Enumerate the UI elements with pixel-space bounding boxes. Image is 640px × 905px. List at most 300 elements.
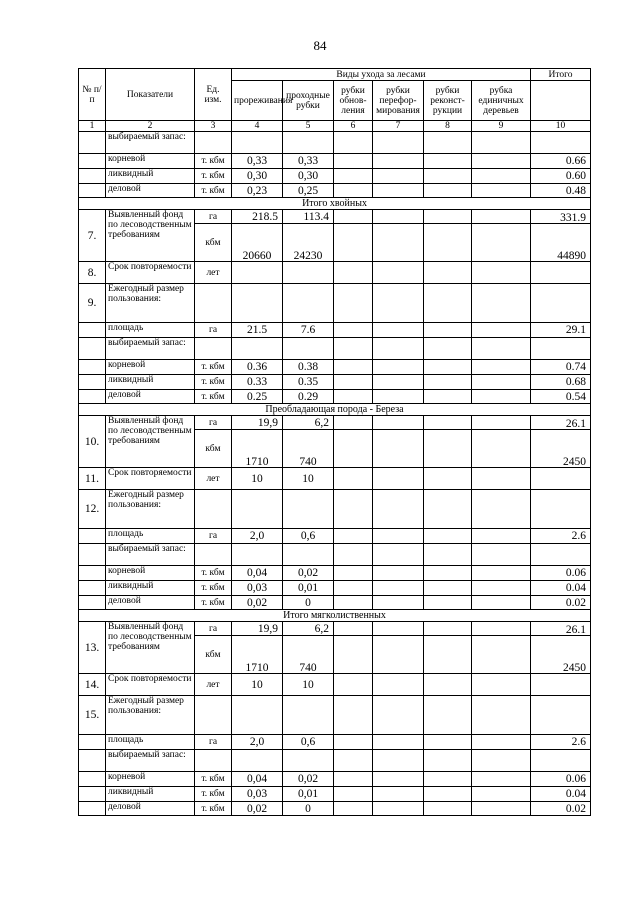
- row-label: корневой: [106, 566, 195, 581]
- total-cell: 0.60: [531, 169, 591, 184]
- empty-cell-col-9: [472, 360, 531, 375]
- value-col-5: [283, 750, 334, 772]
- empty-cell-col-9: [472, 772, 531, 787]
- empty-cell-col-7: [373, 772, 424, 787]
- col-header-8: рубки реконст-рукции: [424, 81, 472, 121]
- empty-cell-col-8: [424, 154, 472, 169]
- empty-cell-col-8: [424, 416, 472, 430]
- total-cell: 2.6: [531, 735, 591, 750]
- empty-cell-col-8: [424, 622, 472, 636]
- empty-cell-col-8: [424, 735, 472, 750]
- col-unit-header: Ед. изм.: [195, 69, 232, 121]
- empty-cell-col-7: [373, 132, 424, 154]
- empty-cell-col-7: [373, 284, 424, 323]
- total-cell: [531, 468, 591, 490]
- empty-cell-col-6: [334, 674, 373, 696]
- unit-cell: га: [195, 323, 232, 338]
- empty-cell-col-9: [472, 674, 531, 696]
- empty-cell-col-6: [334, 184, 373, 198]
- empty-cell-col-8: [424, 787, 472, 802]
- value-col-5: 113.4: [283, 210, 334, 224]
- row-label: выбираемый запас:: [106, 544, 195, 566]
- total-cell: 0.04: [531, 581, 591, 596]
- unit-cell: [195, 544, 232, 566]
- row-label: выбираемый запас:: [106, 132, 195, 154]
- unit-cell: [195, 284, 232, 323]
- total-cell: 0.74: [531, 360, 591, 375]
- table-row: [79, 787, 591, 802]
- unit-cell: т. кбм: [195, 787, 232, 802]
- empty-cell-col-8: [424, 544, 472, 566]
- row-number: [79, 323, 106, 338]
- total-cell: [531, 674, 591, 696]
- col-header-5: проходные рубки: [283, 81, 334, 121]
- section-title: Преобладающая порода - Береза: [79, 404, 591, 416]
- section-row: [79, 198, 591, 210]
- empty-cell-col-7: [373, 544, 424, 566]
- row-number: 12.: [79, 490, 106, 529]
- empty-cell-col-7: [373, 696, 424, 735]
- total-cell: [531, 132, 591, 154]
- value-col-4: [232, 262, 283, 284]
- empty-cell-col-6: [334, 735, 373, 750]
- row-label: деловой: [106, 390, 195, 404]
- empty-cell-col-8: [424, 184, 472, 198]
- total-cell: 2.6: [531, 529, 591, 544]
- section-title: Итого мягколиственных: [79, 610, 591, 622]
- empty-cell-col-6: [334, 338, 373, 360]
- empty-cell-col-7: [373, 375, 424, 390]
- unit-cell: [195, 338, 232, 360]
- unit-cell: т. кбм: [195, 802, 232, 816]
- value-col-5: 6,2: [283, 622, 334, 636]
- unit-cell: кбм: [195, 636, 232, 674]
- empty-cell-col-8: [424, 750, 472, 772]
- value-col-5: 0.38: [283, 360, 334, 375]
- total-cell: 0.54: [531, 390, 591, 404]
- table-row: [79, 772, 591, 787]
- total-cell: 0.48: [531, 184, 591, 198]
- row-label: выбираемый запас:: [106, 750, 195, 772]
- col-total-header: Итого: [531, 69, 591, 81]
- row-label: Ежегодный размер пользования:: [106, 284, 195, 323]
- total-cell: 0.66: [531, 154, 591, 169]
- col-number: 2: [106, 121, 195, 132]
- empty-cell-col-8: [424, 338, 472, 360]
- row-label: Срок повторяемости: [106, 674, 195, 696]
- col-indicators-header: Показатели: [106, 69, 195, 121]
- row-number: 9.: [79, 284, 106, 323]
- empty-cell-col-8: [424, 772, 472, 787]
- empty-cell-col-7: [373, 750, 424, 772]
- row-number: [79, 787, 106, 802]
- row-number: [79, 390, 106, 404]
- row-number: 11.: [79, 468, 106, 490]
- empty-cell-col-9: [472, 323, 531, 338]
- empty-cell-col-9: [472, 338, 531, 360]
- row-number: [79, 169, 106, 184]
- unit-cell: [195, 750, 232, 772]
- row-label: корневой: [106, 360, 195, 375]
- unit-cell: лет: [195, 262, 232, 284]
- empty-cell-col-8: [424, 529, 472, 544]
- empty-cell-col-8: [424, 430, 472, 468]
- unit-cell: т. кбм: [195, 772, 232, 787]
- empty-cell-col-6: [334, 566, 373, 581]
- table-row: [79, 375, 591, 390]
- total-cell: 331.9: [531, 210, 591, 224]
- value-col-5: 0,6: [283, 735, 334, 750]
- empty-cell-col-9: [472, 802, 531, 816]
- col-header-6: рубки обнов-ления: [334, 81, 373, 121]
- total-cell: 0.68: [531, 375, 591, 390]
- empty-cell-col-9: [472, 622, 531, 636]
- table-body: [79, 132, 591, 816]
- empty-cell-col-7: [373, 468, 424, 490]
- row-label: Срок повторяемости: [106, 262, 195, 284]
- row-label: Выявленный фонд по лесоводственным требованиям: [106, 210, 195, 262]
- unit-cell: [195, 132, 232, 154]
- value-col-4: 1710: [232, 636, 283, 674]
- table-row: [79, 566, 591, 581]
- empty-cell-col-7: [373, 360, 424, 375]
- empty-cell-col-7: [373, 787, 424, 802]
- value-col-4: [232, 696, 283, 735]
- row-number: [79, 802, 106, 816]
- empty-cell-col-9: [472, 596, 531, 610]
- value-col-4: 2,0: [232, 529, 283, 544]
- unit-cell: кбм: [195, 430, 232, 468]
- row-number: 14.: [79, 674, 106, 696]
- empty-cell-col-9: [472, 390, 531, 404]
- total-cell: 29.1: [531, 323, 591, 338]
- empty-cell-col-9: [472, 750, 531, 772]
- unit-cell: т. кбм: [195, 390, 232, 404]
- table-row: [79, 390, 591, 404]
- empty-cell-col-8: [424, 169, 472, 184]
- value-col-4: [232, 490, 283, 529]
- total-cell: [531, 544, 591, 566]
- value-col-4: 218.5: [232, 210, 283, 224]
- empty-cell-col-9: [472, 154, 531, 169]
- value-col-5: [283, 338, 334, 360]
- empty-cell-col-6: [334, 375, 373, 390]
- forest-care-table: [78, 68, 591, 816]
- unit-cell: лет: [195, 674, 232, 696]
- value-col-4: [232, 132, 283, 154]
- unit-cell: т. кбм: [195, 581, 232, 596]
- col-number: 9: [472, 121, 531, 132]
- value-col-4: 0.33: [232, 375, 283, 390]
- empty-cell-col-8: [424, 566, 472, 581]
- total-cell: 0.02: [531, 802, 591, 816]
- table-row: [79, 674, 591, 696]
- col-header-10-blank: [531, 81, 591, 121]
- row-label: ликвидный: [106, 581, 195, 596]
- table-row: [79, 338, 591, 360]
- row-number: [79, 132, 106, 154]
- col-group-header: Виды ухода за лесами: [232, 69, 531, 81]
- value-col-5: [283, 262, 334, 284]
- section-row: [79, 610, 591, 622]
- empty-cell-col-9: [472, 735, 531, 750]
- empty-cell-col-6: [334, 132, 373, 154]
- total-cell: [531, 696, 591, 735]
- page-number: 84: [313, 38, 327, 53]
- empty-cell-col-8: [424, 262, 472, 284]
- empty-cell-col-9: [472, 375, 531, 390]
- row-number: 7.: [79, 210, 106, 262]
- table-header: [79, 69, 591, 132]
- table-row: [79, 735, 591, 750]
- empty-cell-col-9: [472, 224, 531, 262]
- row-number: [79, 581, 106, 596]
- row-number: 15.: [79, 696, 106, 735]
- unit-cell: т. кбм: [195, 154, 232, 169]
- col-header-4: прореживания: [232, 81, 283, 121]
- unit-cell: [195, 696, 232, 735]
- value-col-5: 0,6: [283, 529, 334, 544]
- unit-cell: га: [195, 210, 232, 224]
- table-row: [79, 184, 591, 198]
- col-number: 10: [531, 121, 591, 132]
- row-label: площадь: [106, 323, 195, 338]
- total-cell: 26.1: [531, 416, 591, 430]
- total-cell: 0.06: [531, 566, 591, 581]
- empty-cell-col-6: [334, 636, 373, 674]
- value-col-5: [283, 696, 334, 735]
- table-row: [79, 490, 591, 529]
- empty-cell-col-7: [373, 529, 424, 544]
- table-row: [79, 596, 591, 610]
- table-row: [79, 210, 591, 224]
- empty-cell-col-6: [334, 390, 373, 404]
- empty-cell-col-7: [373, 430, 424, 468]
- value-col-5: 24230: [283, 224, 334, 262]
- empty-cell-col-9: [472, 262, 531, 284]
- total-cell: 26.1: [531, 622, 591, 636]
- empty-cell-col-6: [334, 544, 373, 566]
- total-cell: 0.04: [531, 787, 591, 802]
- col-no-header: № п/п: [79, 69, 106, 121]
- empty-cell-col-7: [373, 224, 424, 262]
- value-col-5: [283, 132, 334, 154]
- table-row: [79, 416, 591, 430]
- empty-cell-col-9: [472, 430, 531, 468]
- row-label: Выявленный фонд по лесоводственным требованиям: [106, 622, 195, 674]
- empty-cell-col-8: [424, 581, 472, 596]
- value-col-4: 10: [232, 674, 283, 696]
- value-col-5: 0.35: [283, 375, 334, 390]
- empty-cell-col-6: [334, 787, 373, 802]
- value-col-5: 0.29: [283, 390, 334, 404]
- unit-cell: т. кбм: [195, 596, 232, 610]
- value-col-5: 740: [283, 636, 334, 674]
- value-col-5: 0: [283, 802, 334, 816]
- row-label: Срок повторяемости: [106, 468, 195, 490]
- row-number: [79, 544, 106, 566]
- empty-cell-col-7: [373, 323, 424, 338]
- value-col-5: 10: [283, 468, 334, 490]
- empty-cell-col-9: [472, 132, 531, 154]
- empty-cell-col-9: [472, 696, 531, 735]
- col-number: 3: [195, 121, 232, 132]
- row-label: ликвидный: [106, 375, 195, 390]
- empty-cell-col-9: [472, 636, 531, 674]
- empty-cell-col-7: [373, 802, 424, 816]
- value-col-5: 10: [283, 674, 334, 696]
- table-row: [79, 154, 591, 169]
- value-col-5: 0,01: [283, 581, 334, 596]
- unit-cell: т. кбм: [195, 566, 232, 581]
- table-row: [79, 529, 591, 544]
- empty-cell-col-8: [424, 468, 472, 490]
- total-cell: [531, 284, 591, 323]
- value-col-4: 0,30: [232, 169, 283, 184]
- empty-cell-col-7: [373, 490, 424, 529]
- empty-cell-col-6: [334, 154, 373, 169]
- col-number: 6: [334, 121, 373, 132]
- empty-cell-col-7: [373, 636, 424, 674]
- empty-cell-col-6: [334, 284, 373, 323]
- table-row: [79, 581, 591, 596]
- empty-cell-col-6: [334, 262, 373, 284]
- empty-cell-col-8: [424, 210, 472, 224]
- unit-cell: кбм: [195, 224, 232, 262]
- empty-cell-col-8: [424, 674, 472, 696]
- col-header-9: рубка единичных деревьев: [472, 81, 531, 121]
- col-header-7: рубки перефор-мирования: [373, 81, 424, 121]
- row-number: [79, 184, 106, 198]
- total-cell: 0.06: [531, 772, 591, 787]
- table-row: [79, 696, 591, 735]
- row-number: [79, 750, 106, 772]
- row-label: выбираемый запас:: [106, 338, 195, 360]
- empty-cell-col-9: [472, 490, 531, 529]
- table-row: [79, 360, 591, 375]
- row-label: деловой: [106, 802, 195, 816]
- value-col-5: 0,30: [283, 169, 334, 184]
- total-cell: 2450: [531, 430, 591, 468]
- unit-cell: лет: [195, 468, 232, 490]
- empty-cell-col-6: [334, 772, 373, 787]
- col-number: 4: [232, 121, 283, 132]
- value-col-4: 0.36: [232, 360, 283, 375]
- empty-cell-col-7: [373, 622, 424, 636]
- empty-cell-col-6: [334, 802, 373, 816]
- empty-cell-col-6: [334, 581, 373, 596]
- total-cell: [531, 338, 591, 360]
- value-col-5: [283, 284, 334, 323]
- empty-cell-col-7: [373, 390, 424, 404]
- table-row: [79, 323, 591, 338]
- value-col-4: 0,04: [232, 566, 283, 581]
- empty-cell-col-7: [373, 674, 424, 696]
- empty-cell-col-7: [373, 338, 424, 360]
- value-col-5: 740: [283, 430, 334, 468]
- unit-cell: га: [195, 529, 232, 544]
- table-row: [79, 284, 591, 323]
- value-col-5: 0,25: [283, 184, 334, 198]
- value-col-4: [232, 338, 283, 360]
- col-number: 1: [79, 121, 106, 132]
- empty-cell-col-9: [472, 468, 531, 490]
- empty-cell-col-6: [334, 430, 373, 468]
- total-cell: [531, 490, 591, 529]
- col-number: 8: [424, 121, 472, 132]
- empty-cell-col-6: [334, 622, 373, 636]
- value-col-4: 0,02: [232, 802, 283, 816]
- empty-cell-col-9: [472, 416, 531, 430]
- total-cell: [531, 262, 591, 284]
- empty-cell-col-6: [334, 490, 373, 529]
- value-col-4: 19,9: [232, 416, 283, 430]
- unit-cell: т. кбм: [195, 184, 232, 198]
- value-col-4: 20660: [232, 224, 283, 262]
- empty-cell-col-6: [334, 360, 373, 375]
- empty-cell-col-9: [472, 284, 531, 323]
- value-col-5: 0: [283, 596, 334, 610]
- table-row: [79, 802, 591, 816]
- row-number: [79, 338, 106, 360]
- empty-cell-col-6: [334, 696, 373, 735]
- empty-cell-col-9: [472, 169, 531, 184]
- unit-cell: га: [195, 735, 232, 750]
- row-number: [79, 375, 106, 390]
- value-col-4: 0,33: [232, 154, 283, 169]
- empty-cell-col-6: [334, 468, 373, 490]
- value-col-5: [283, 544, 334, 566]
- row-number: [79, 735, 106, 750]
- total-cell: [531, 750, 591, 772]
- empty-cell-col-7: [373, 735, 424, 750]
- value-col-5: 7.6: [283, 323, 334, 338]
- row-label: Выявленный фонд по лесоводственным требованиям: [106, 416, 195, 468]
- row-number: [79, 360, 106, 375]
- empty-cell-col-8: [424, 490, 472, 529]
- row-label: Ежегодный размер пользования:: [106, 696, 195, 735]
- empty-cell-col-9: [472, 566, 531, 581]
- row-label: корневой: [106, 772, 195, 787]
- empty-cell-col-7: [373, 581, 424, 596]
- empty-cell-col-8: [424, 636, 472, 674]
- row-number: [79, 566, 106, 581]
- value-col-4: [232, 750, 283, 772]
- empty-cell-col-7: [373, 262, 424, 284]
- empty-cell-col-9: [472, 210, 531, 224]
- empty-cell-col-8: [424, 596, 472, 610]
- value-col-4: 10: [232, 468, 283, 490]
- row-number: [79, 596, 106, 610]
- empty-cell-col-6: [334, 750, 373, 772]
- empty-cell-col-6: [334, 323, 373, 338]
- value-col-5: [283, 490, 334, 529]
- value-col-4: 0,23: [232, 184, 283, 198]
- empty-cell-col-7: [373, 210, 424, 224]
- row-label: корневой: [106, 154, 195, 169]
- col-number: 5: [283, 121, 334, 132]
- unit-cell: га: [195, 622, 232, 636]
- empty-cell-col-9: [472, 581, 531, 596]
- row-label: Ежегодный размер пользования:: [106, 490, 195, 529]
- empty-cell-col-6: [334, 169, 373, 184]
- empty-cell-col-8: [424, 323, 472, 338]
- table-row: [79, 169, 591, 184]
- empty-cell-col-8: [424, 284, 472, 323]
- empty-cell-col-6: [334, 224, 373, 262]
- empty-cell-col-7: [373, 416, 424, 430]
- empty-cell-col-8: [424, 360, 472, 375]
